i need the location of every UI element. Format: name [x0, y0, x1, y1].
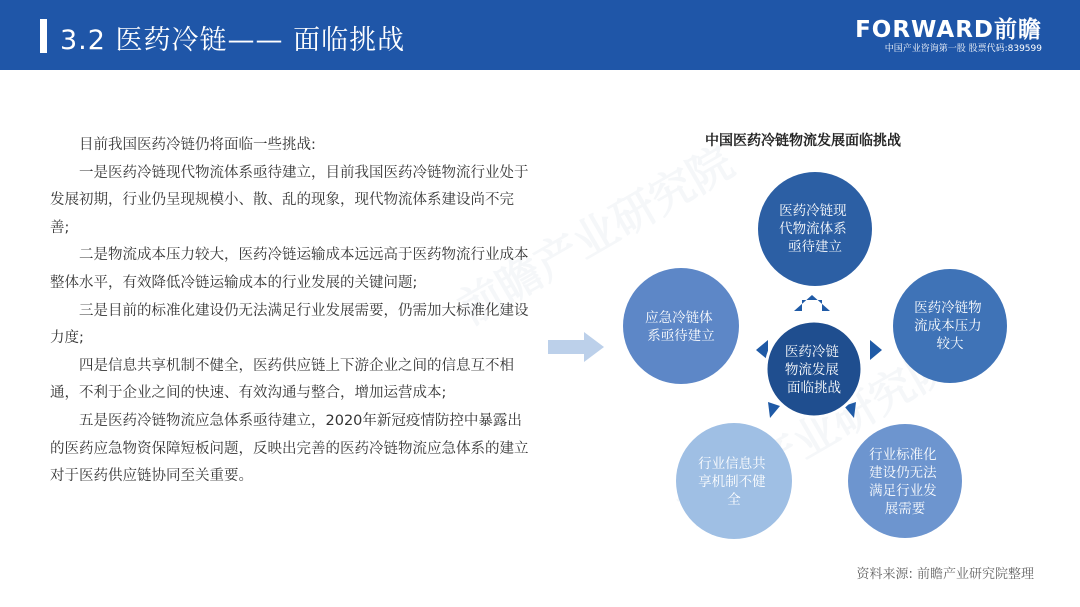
node-line: 展需要 — [884, 501, 926, 517]
node-line: 医药冷链 — [784, 344, 839, 360]
logo-main-text: FORWARD前瞻 — [855, 17, 1042, 43]
node-top-label — [779, 203, 851, 255]
node-line: 应急冷链体 — [645, 310, 713, 326]
paragraph-3: 三是目前的标准化建设仍无法满足行业发展需要，仍需加大标准化建设力度; — [50, 302, 529, 347]
node-bottom-right — [848, 424, 962, 538]
node-line: 建设仍无法 — [869, 465, 937, 481]
node-line: 满足行业发 — [869, 483, 937, 499]
node-line: 行业标准化 — [869, 447, 937, 463]
right-arrow-icon — [546, 332, 606, 362]
paragraph-4: 四是信息共享机制不健全，医药供应链上下游企业之间的信息互不相通，不利于企业之间的快速、有效沟通与整合，增加运营成本; — [50, 357, 514, 402]
node-line: 亟待建立 — [788, 239, 842, 255]
node-line: 物流发展 — [784, 362, 839, 378]
arrow-right-icon — [870, 340, 882, 360]
paragraph-1: 一是医药冷链现代物流体系亟待建立，目前我国医药冷链物流行业处于发展初期，行业仍呈现规模小、散、乱的现象，现代物流体系建设尚不完善; — [50, 164, 529, 236]
node-line: 行业信息共 — [698, 456, 766, 472]
node-line: 流成本压力 — [914, 318, 982, 334]
node-line: 享机制不健 — [698, 474, 766, 490]
arrow-up-icon — [794, 295, 830, 311]
node-line: 代物流体系 — [779, 221, 847, 237]
node-line: 系亟待建立 — [647, 328, 715, 344]
node-line: 较大 — [936, 336, 964, 352]
header-bar — [0, 0, 1080, 70]
node-line: 面临挑战 — [787, 380, 841, 396]
challenge-diagram — [600, 150, 1060, 550]
node-line: 医药冷链现 — [779, 203, 847, 219]
node-center-label — [785, 344, 843, 396]
node-line: 全 — [727, 492, 741, 508]
node-left — [623, 268, 739, 384]
logo-sub-text: 中国产业咨询第一股 股票代码:839599 — [884, 44, 1042, 54]
page-title: 3.2 医药冷链—— 面临挑战 — [60, 25, 406, 56]
paragraph-2: 二是物流成本压力较大，医药冷链运输成本远远高于医药物流行业成本整体水平，有效降低冷链运输成本的行业发展的关键问题; — [50, 247, 529, 291]
title-accent-bar — [40, 19, 47, 53]
diagram-title: 中国医药冷链物流发展面临挑战 — [705, 133, 901, 149]
paragraph-5: 五是医药冷链物流应急体系亟待建立，2020年新冠疫情防控中暴露出的医药应急物资保障短板问题，反映出完善的医药冷链物流应急体系的建立对于医药供应链协同至关重要。 — [50, 412, 529, 485]
source-note: 资料来源: 前瞻产业研究院整理 — [856, 567, 1034, 582]
arrow-down-left-icon — [768, 402, 780, 418]
challenge-text — [50, 132, 530, 491]
intro-paragraph: 目前我国医药冷链仍将面临一些挑战: — [79, 137, 316, 153]
forward-logo — [855, 18, 1042, 56]
node-line: 医药冷链物 — [914, 300, 982, 316]
